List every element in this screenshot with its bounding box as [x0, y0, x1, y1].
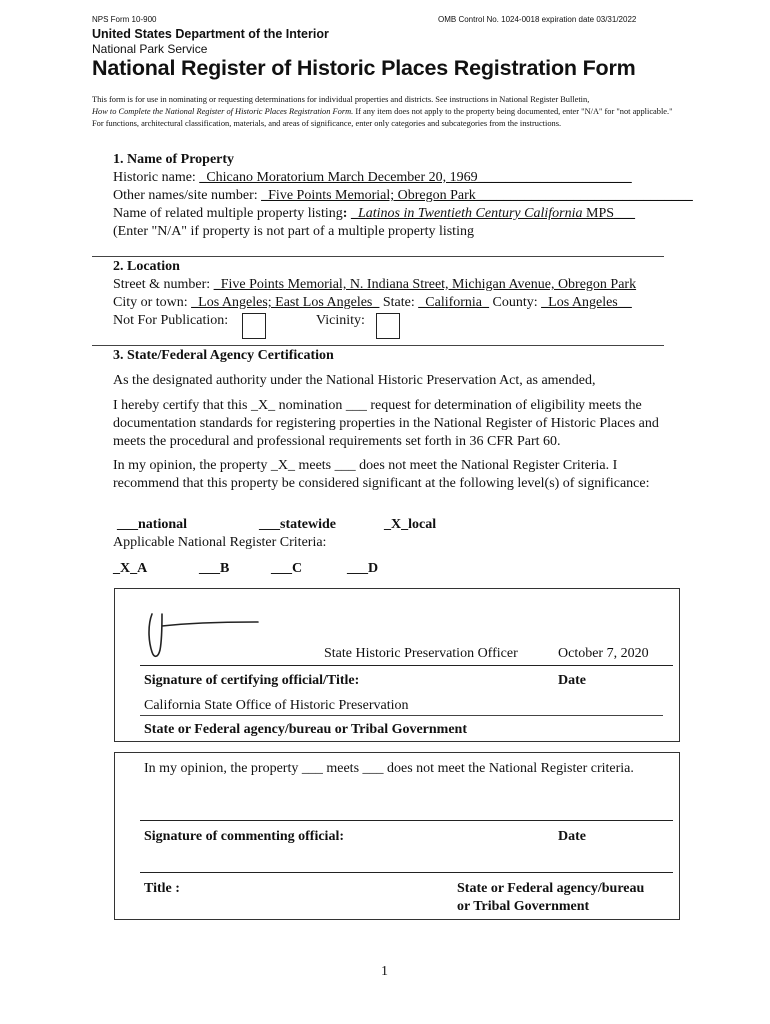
- signature-line: [140, 665, 673, 666]
- city-label: City or town:: [113, 295, 192, 310]
- agency-line: [140, 715, 663, 716]
- authority-statement: As the designated authority under the National Historic Preservation Act, as amended,: [113, 373, 596, 388]
- city-value[interactable]: _Los Angeles; East Los Angeles_: [191, 295, 380, 310]
- criterion-a[interactable]: _X_A: [113, 561, 148, 576]
- certification-statement: I hereby certify that this _X_ nomination ___ request for determination of eligibility meets the documentation standards for registering properties in the National Register of Historic Places and meets the procedural and professional requirements set forth in 36 CFR Part 60.: [113, 398, 659, 449]
- section-divider: [92, 256, 664, 257]
- certifying-agency-label: State or Federal agency/bureau or Tribal Government: [144, 722, 468, 737]
- other-names-row: [113, 188, 693, 204]
- intro-text-rest: If any item does not apply to the property being documented, enter "N/A" for "not applicable." For functions, architectural classification, materials, and areas of significance, enter only categories and subcategories from the instructions.: [92, 107, 673, 128]
- intro-bulletin-title: How to Complete the National Register of Historic Places Registration Form.: [92, 107, 354, 116]
- not-for-publication-checkbox[interactable]: [242, 313, 266, 339]
- commenting-agency-label-1: State or Federal agency/bureau: [457, 881, 645, 896]
- section-1-heading: 1. Name of Property: [113, 152, 235, 167]
- related-listing-value[interactable]: [351, 206, 635, 221]
- vicinity-label: Vicinity:: [316, 313, 365, 328]
- intro-instructions: [92, 94, 684, 130]
- service-name: National Park Service: [92, 42, 208, 56]
- vicinity-checkbox[interactable]: [376, 313, 400, 339]
- page-title: National Register of Historic Places Registration Form: [92, 56, 636, 80]
- commenting-signature-line: [140, 820, 673, 821]
- certifying-signature-label: Signature of certifying official/Title:: [144, 673, 360, 688]
- criteria-label: Applicable National Register Criteria:: [113, 535, 327, 550]
- historic-name-label: Historic name:: [113, 170, 200, 185]
- section-2-heading: 2. Location: [113, 259, 180, 274]
- commenting-title-line: [140, 872, 673, 873]
- intro-text: This form is for use in nominating or requesting determinations for individual properties and districts. See instructions in National Register Bulletin,: [92, 95, 590, 104]
- criterion-b[interactable]: ___B: [199, 561, 230, 576]
- related-listing-value-rest: MPS___: [582, 206, 636, 221]
- state-label: State:: [379, 295, 419, 310]
- related-listing-colon: :: [342, 206, 351, 221]
- certification-date-value[interactable]: October 7, 2020: [558, 646, 649, 661]
- historic-name-row: [113, 170, 632, 186]
- form-number: NPS Form 10-900: [92, 15, 157, 24]
- county-value[interactable]: _Los Angeles__: [541, 295, 632, 310]
- historic-name-value[interactable]: _Chicano Moratorium March December 20, 1969______________________: [199, 170, 632, 185]
- street-row: [113, 277, 636, 293]
- criterion-c[interactable]: ___C: [271, 561, 303, 576]
- commenting-title-label: Title :: [144, 881, 180, 896]
- other-names-value[interactable]: _Five Points Memorial; Obregon Park_______________________________: [261, 188, 693, 203]
- city-row: [113, 295, 632, 311]
- page-number: 1: [381, 964, 388, 979]
- county-label: County:: [489, 295, 542, 310]
- commenting-date-label: Date: [558, 829, 586, 844]
- commenting-opinion: In my opinion, the property ___ meets ___ does not meet the National Register criteria.: [144, 761, 634, 776]
- other-names-label: Other names/site number:: [113, 188, 262, 203]
- commenting-signature-label: Signature of commenting official:: [144, 829, 344, 844]
- agency-name: United States Department of the Interior: [92, 27, 329, 41]
- signature-image: [140, 600, 270, 664]
- commenting-agency-label-2: or Tribal Government: [457, 899, 590, 914]
- section-3-heading: 3. State/Federal Agency Certification: [113, 348, 334, 363]
- related-listing-row: [113, 206, 635, 222]
- official-title-value[interactable]: State Historic Preservation Officer: [324, 646, 518, 661]
- na-note: (Enter "N/A" if property is not part of a multiple property listing: [113, 224, 474, 239]
- section-divider: [92, 345, 664, 346]
- certifying-date-label: Date: [558, 673, 586, 688]
- level-national[interactable]: ___national: [117, 517, 188, 532]
- level-local[interactable]: _X_local: [384, 517, 437, 532]
- opinion-statement: In my opinion, the property _X_ meets ___ does not meet the National Register Criteria. I recommend that this property be considered significant at the following level(s) of significance:: [113, 458, 650, 491]
- omb-control-number: OMB Control No. 1024-0018 expiration date 03/31/2022: [438, 15, 637, 24]
- state-value[interactable]: _California_: [418, 295, 490, 310]
- related-listing-value-italic: _Latinos in Twentieth Century California: [350, 206, 583, 221]
- criterion-d[interactable]: ___D: [347, 561, 379, 576]
- level-statewide[interactable]: ___statewide: [259, 517, 336, 532]
- street-value[interactable]: _Five Points Memorial, N. Indiana Street, Michigan Avenue, Obregon Park: [213, 277, 637, 292]
- not-for-publication-label: Not For Publication:: [113, 313, 229, 328]
- related-listing-label: Name of related multiple property listing: [113, 206, 343, 221]
- street-label: Street & number:: [113, 277, 214, 292]
- certifying-agency-value[interactable]: California State Office of Historic Preservation: [144, 698, 409, 713]
